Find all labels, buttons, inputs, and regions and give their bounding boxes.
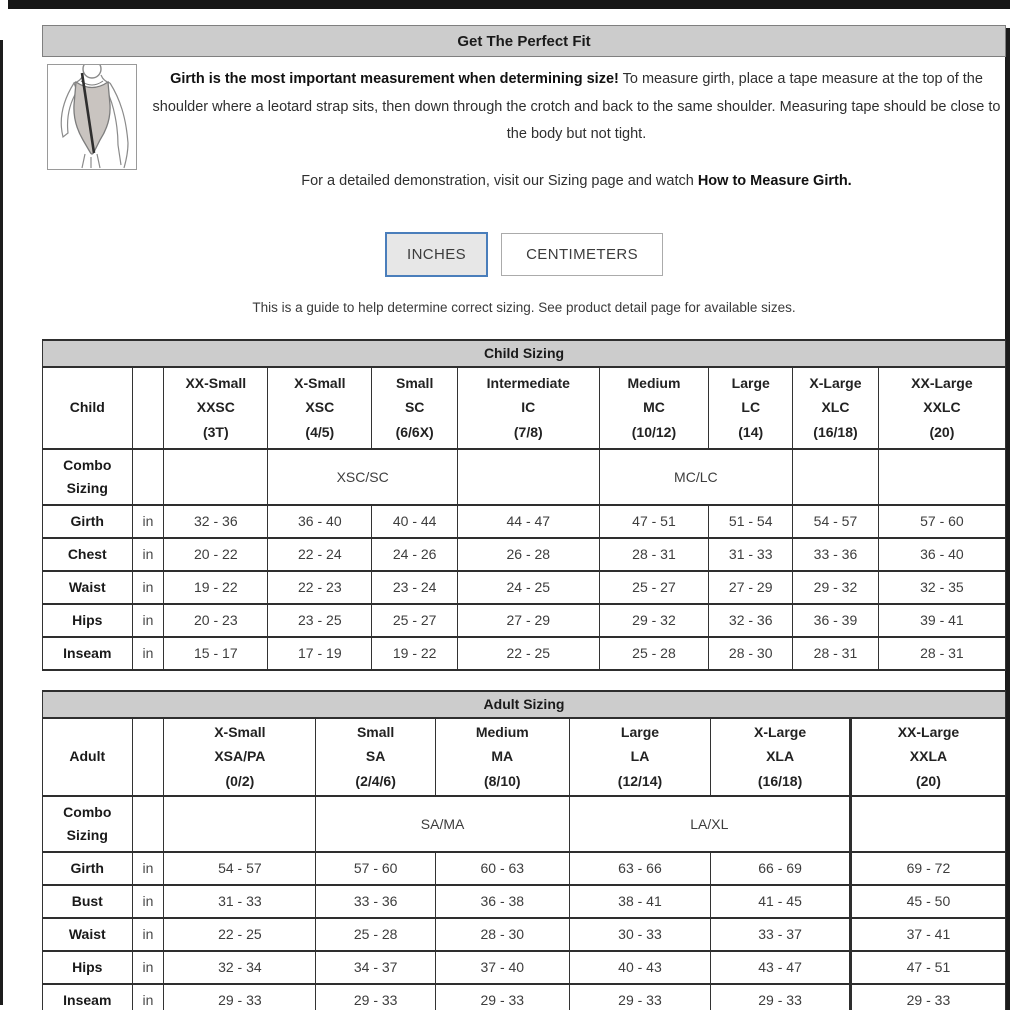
column-header xyxy=(268,367,372,449)
size-code: XLA xyxy=(766,748,795,765)
size-value: 20 - 23 xyxy=(164,604,268,637)
size-value: 32 - 36 xyxy=(164,505,268,538)
unit-cell: in xyxy=(132,918,164,951)
size-value: 28 - 31 xyxy=(878,637,1005,670)
row-label: Bust xyxy=(43,885,133,918)
size-value: 22 - 25 xyxy=(164,918,316,951)
empty-cell xyxy=(164,449,268,505)
size-value: 33 - 36 xyxy=(316,885,435,918)
size-code: XLC xyxy=(821,399,850,416)
size-value: 29 - 33 xyxy=(164,984,316,1010)
column-header xyxy=(372,367,458,449)
size-value: 44 - 47 xyxy=(458,505,600,538)
size-value: 26 - 28 xyxy=(458,538,600,571)
size-value: 36 - 40 xyxy=(878,538,1005,571)
row-label: Inseam xyxy=(43,984,133,1010)
size-value: 25 - 28 xyxy=(316,918,435,951)
unit-cell: in xyxy=(132,505,164,538)
frame-top-border xyxy=(8,0,1010,9)
size-value: 34 - 37 xyxy=(316,951,435,984)
page-title: Get The Perfect Fit xyxy=(42,25,1006,57)
size-name: Small xyxy=(395,374,434,391)
size-value: 17 - 19 xyxy=(268,637,372,670)
column-header xyxy=(164,718,316,796)
size-value: 29 - 33 xyxy=(569,984,711,1010)
size-value: 37 - 40 xyxy=(435,951,569,984)
column-header xyxy=(711,718,851,796)
column-header xyxy=(878,367,1005,449)
column-header xyxy=(793,367,879,449)
size-value: 20 - 22 xyxy=(164,538,268,571)
unit-cell: in xyxy=(132,604,164,637)
size-value: 24 - 25 xyxy=(458,571,600,604)
size-value: 29 - 33 xyxy=(711,984,851,1010)
size-value: 33 - 36 xyxy=(793,538,879,571)
size-range: (10/12) xyxy=(631,423,677,440)
size-code: MA xyxy=(491,748,514,765)
size-range: (20) xyxy=(915,772,941,789)
size-value: 40 - 44 xyxy=(372,505,458,538)
size-value: 28 - 31 xyxy=(793,637,879,670)
demo-prefix: For a detailed demonstration, visit our Sizing page and watch xyxy=(301,172,698,189)
size-name: Large xyxy=(731,374,770,391)
size-value: 38 - 41 xyxy=(569,885,711,918)
size-code: XSC xyxy=(305,399,335,416)
table-row xyxy=(43,637,1006,670)
size-value: 19 - 22 xyxy=(372,637,458,670)
size-code: LC xyxy=(741,399,761,416)
size-code: XXSC xyxy=(196,399,235,416)
adult-sizing-table xyxy=(42,690,1006,1010)
size-code: XXLA xyxy=(909,748,948,765)
demo-line xyxy=(151,173,1002,189)
table-row xyxy=(43,571,1006,604)
size-value: 29 - 33 xyxy=(435,984,569,1010)
size-name: Large xyxy=(620,723,660,740)
size-value: 23 - 25 xyxy=(268,604,372,637)
size-range: (16/18) xyxy=(813,423,858,440)
row-label: Hips xyxy=(43,951,133,984)
row-label: Girth xyxy=(43,852,133,885)
centimeters-button[interactable]: CENTIMETERS xyxy=(501,233,663,276)
row-label: Hips xyxy=(43,604,133,637)
unit-cell: in xyxy=(132,984,164,1010)
size-value: 57 - 60 xyxy=(878,505,1005,538)
size-value: 28 - 31 xyxy=(599,538,709,571)
size-code: XSA/PA xyxy=(214,748,266,765)
table-label: Child xyxy=(43,367,133,449)
fit-guide-page xyxy=(42,25,1006,1010)
leotard-diagram xyxy=(47,64,137,170)
frame-left-border xyxy=(0,40,3,1005)
size-value: 36 - 40 xyxy=(268,505,372,538)
intro-text xyxy=(137,64,1006,189)
combo-group: MC/LC xyxy=(599,449,793,505)
intro-section xyxy=(42,64,1006,189)
combo-label: Combo Sizing xyxy=(43,449,133,505)
size-code: LA xyxy=(630,748,650,765)
size-range: (3T) xyxy=(202,423,229,440)
girth-instructions-lead: Girth is the most important measurement when determining size! xyxy=(170,71,619,87)
size-code: SC xyxy=(404,399,425,416)
size-value: 19 - 22 xyxy=(164,571,268,604)
size-value: 69 - 72 xyxy=(850,852,1005,885)
column-header-row xyxy=(43,718,1006,796)
column-header xyxy=(709,367,793,449)
column-header xyxy=(316,718,435,796)
size-name: X-Small xyxy=(214,723,266,740)
table-row xyxy=(43,885,1006,918)
size-range: (6/6X) xyxy=(395,423,434,440)
column-header xyxy=(599,367,709,449)
combo-sizing-row xyxy=(43,796,1006,852)
size-code: MC xyxy=(643,399,665,416)
size-value: 33 - 37 xyxy=(711,918,851,951)
size-value: 36 - 39 xyxy=(793,604,879,637)
table-title-row xyxy=(43,691,1006,718)
table-row xyxy=(43,918,1006,951)
size-value: 54 - 57 xyxy=(793,505,879,538)
size-range: (4/5) xyxy=(305,423,335,440)
size-value: 37 - 41 xyxy=(850,918,1005,951)
column-header xyxy=(435,718,569,796)
size-value: 66 - 69 xyxy=(711,852,851,885)
empty-cell xyxy=(132,796,164,852)
size-name: Intermediate xyxy=(486,374,570,391)
size-value: 32 - 36 xyxy=(709,604,793,637)
size-code: IC xyxy=(521,399,536,416)
row-label: Waist xyxy=(43,571,133,604)
combo-sizing-row xyxy=(43,449,1006,505)
size-name: Small xyxy=(356,723,395,740)
row-label: Chest xyxy=(43,538,133,571)
size-value: 47 - 51 xyxy=(599,505,709,538)
empty-cell xyxy=(458,449,600,505)
table-row xyxy=(43,604,1006,637)
size-code: SA xyxy=(365,748,386,765)
unit-header xyxy=(132,367,164,449)
size-code: XXLC xyxy=(923,399,961,416)
size-value: 29 - 32 xyxy=(599,604,709,637)
unit-cell: in xyxy=(132,951,164,984)
size-range: (2/4/6) xyxy=(355,772,396,789)
empty-cell xyxy=(793,449,879,505)
size-value: 31 - 33 xyxy=(164,885,316,918)
size-name: XX-Large xyxy=(897,723,960,740)
size-name: XX-Large xyxy=(911,374,973,391)
row-label: Inseam xyxy=(43,637,133,670)
size-name: Medium xyxy=(627,374,681,391)
size-value: 29 - 32 xyxy=(793,571,879,604)
column-header xyxy=(458,367,600,449)
size-value: 47 - 51 xyxy=(850,951,1005,984)
girth-instructions xyxy=(151,66,1002,149)
size-value: 29 - 33 xyxy=(316,984,435,1010)
size-value: 25 - 27 xyxy=(599,571,709,604)
column-header xyxy=(850,718,1005,796)
size-value: 41 - 45 xyxy=(711,885,851,918)
table-row xyxy=(43,852,1006,885)
empty-cell xyxy=(878,449,1005,505)
size-range: (7/8) xyxy=(513,423,543,440)
size-value: 36 - 38 xyxy=(435,885,569,918)
size-value: 25 - 28 xyxy=(599,637,709,670)
combo-group: XSC/SC xyxy=(268,449,458,505)
size-value: 39 - 41 xyxy=(878,604,1005,637)
table-row xyxy=(43,951,1006,984)
table-title-row xyxy=(43,340,1006,367)
child-table-title: Child Sizing xyxy=(43,340,1006,367)
table-label: Adult xyxy=(43,718,133,796)
combo-group: SA/MA xyxy=(316,796,569,852)
unit-cell: in xyxy=(132,885,164,918)
size-range: (14) xyxy=(738,423,764,440)
size-value: 31 - 33 xyxy=(709,538,793,571)
size-value: 28 - 30 xyxy=(709,637,793,670)
unit-cell: in xyxy=(132,571,164,604)
column-header xyxy=(569,718,711,796)
size-value: 32 - 34 xyxy=(164,951,316,984)
size-value: 57 - 60 xyxy=(316,852,435,885)
sizing-guide-note: This is a guide to help determine correct sizing. See product detail page for available sizes. xyxy=(252,299,796,315)
size-value: 45 - 50 xyxy=(850,885,1005,918)
size-value: 54 - 57 xyxy=(164,852,316,885)
unit-header xyxy=(132,718,164,796)
size-value: 22 - 24 xyxy=(268,538,372,571)
unit-toggle xyxy=(42,232,1006,277)
table-row xyxy=(43,538,1006,571)
empty-cell xyxy=(850,796,1005,852)
size-value: 30 - 33 xyxy=(569,918,711,951)
size-value: 22 - 23 xyxy=(268,571,372,604)
size-range: (12/14) xyxy=(617,772,663,789)
size-name: XX-Small xyxy=(185,374,247,391)
column-header-row xyxy=(43,367,1006,449)
adult-table-title: Adult Sizing xyxy=(43,691,1006,718)
size-range: (0/2) xyxy=(225,772,255,789)
size-value: 24 - 26 xyxy=(372,538,458,571)
unit-cell: in xyxy=(132,637,164,670)
size-name: X-Large xyxy=(754,723,807,740)
combo-label: Combo Sizing xyxy=(43,796,133,852)
size-value: 43 - 47 xyxy=(711,951,851,984)
leotard-figure-icon xyxy=(48,65,136,169)
size-value: 27 - 29 xyxy=(709,571,793,604)
size-range: (8/10) xyxy=(483,772,521,789)
child-sizing-table xyxy=(42,339,1006,671)
girth-instructions-body: To measure girth, place a tape measure at the top of the shoulder where a leotard strap sits, then down through the crotch and back to the same shoulder. Measuring tape should be close to the body but not tight. xyxy=(152,71,1001,143)
empty-cell xyxy=(164,796,316,852)
size-value: 60 - 63 xyxy=(435,852,569,885)
column-header xyxy=(164,367,268,449)
combo-group: LA/XL xyxy=(569,796,850,852)
size-value: 28 - 30 xyxy=(435,918,569,951)
unit-cell: in xyxy=(132,852,164,885)
size-value: 40 - 43 xyxy=(569,951,711,984)
table-row xyxy=(43,505,1006,538)
size-name: Medium xyxy=(475,723,529,740)
inches-button[interactable]: INCHES xyxy=(385,232,488,277)
size-range: (20) xyxy=(929,423,955,440)
demo-link-text: How to Measure Girth. xyxy=(697,172,852,189)
size-name: X-Large xyxy=(809,374,862,391)
size-value: 63 - 66 xyxy=(569,852,711,885)
row-label: Girth xyxy=(43,505,133,538)
size-value: 29 - 33 xyxy=(850,984,1005,1010)
size-value: 51 - 54 xyxy=(709,505,793,538)
size-value: 15 - 17 xyxy=(164,637,268,670)
size-value: 23 - 24 xyxy=(372,571,458,604)
row-label: Waist xyxy=(43,918,133,951)
size-value: 22 - 25 xyxy=(458,637,600,670)
table-row xyxy=(43,984,1006,1010)
size-value: 32 - 35 xyxy=(878,571,1005,604)
size-name: X-Small xyxy=(294,374,346,391)
size-value: 27 - 29 xyxy=(458,604,600,637)
empty-cell xyxy=(132,449,164,505)
unit-cell: in xyxy=(132,538,164,571)
size-value: 25 - 27 xyxy=(372,604,458,637)
size-range: (16/18) xyxy=(757,772,803,789)
